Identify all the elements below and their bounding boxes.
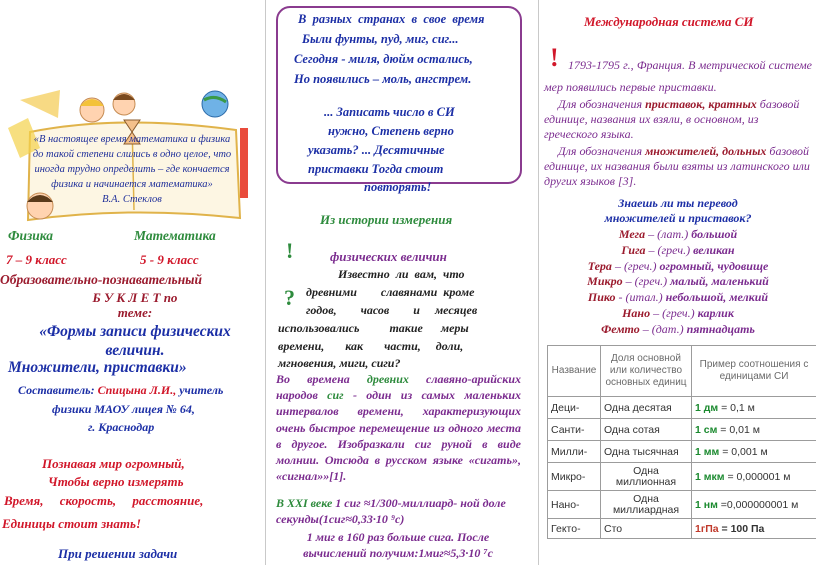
prefix-table [547,345,816,539]
translation-item: Нано – (греч.) карлик [622,305,734,320]
question-line: годов, часов и месяцев [306,303,478,317]
table-row [548,463,816,491]
mig-paragraph: 1 миг в 160 раз больше сига. После вычислений получим:1миг≈5,3·10 ⁷с [303,530,493,560]
poem-line: повторять! [364,180,432,194]
table-row [548,419,816,441]
example-cell: 1 см = 0,01 м [692,419,816,441]
question-line: мгновения, миги, сиги? [278,356,401,370]
prefix-cell: Милли- [548,441,601,463]
subject-math: Математика [134,228,216,243]
poem-line: Чтобы верно измерять [48,474,184,489]
poem-line: Время, скорость, расстояние, [4,493,204,508]
quote-author: В.А. Стеклов [102,194,162,205]
question-line: древними славянами кроме [306,285,475,299]
prefix-cell: Санти- [548,419,601,441]
booklet-cover-panel [0,0,262,565]
footer-text: При решении задачи [58,546,178,561]
prefix-cell: Деци- [548,397,601,419]
subject-physics: Физика [8,228,54,243]
example-cell: 1 нм =0,000000001 м [692,491,816,519]
column-divider [265,0,266,565]
poem-line: Но появились – моль, ангстрем. [294,72,472,86]
example-cell: 1 дм = 0,1 м [692,397,816,419]
question-mark: ? [284,285,295,310]
share-cell: Одна миллиардная [601,491,692,519]
exclaim-mark: ! [286,238,294,263]
translation-item: Микро – (греч.) малый, маленький [587,274,769,289]
poem-line: указать? ... Десятичные [308,143,445,157]
quiz-title: множителей и приставок? [604,211,752,225]
quote-text: «В настоящее время математика и физика до такой степени слились в одно целое, что иногда трудно определить – где кончается физика и начинается математика» В.А. Стеклов [32,134,232,205]
poem-line: приставки Тогда стоит [308,162,444,176]
prefix-paragraph: Для обозначения приставок, кратных базовой единице, названия их взяли, в основном, из греческого языка. [544,97,800,141]
table-header-row [548,346,816,397]
school-line: физики МАОУ лицея № 64, [52,402,195,416]
poem-line: Познавая мир огромный, [42,456,185,471]
si-title: Международная система СИ [584,14,754,29]
column-header: Доля основной или количество основных единиц [601,346,692,397]
multiplier-paragraph: Для обозначения множителей, дольных базовой единице, их названия были взяты из латинского или других языков [3]. [544,144,810,188]
prefix-cell: Гекто- [548,519,601,539]
translation-list [540,227,816,338]
question-line: Известно ли вам, что [338,267,465,281]
booklet-title-line2: Множители, приставки» [8,359,187,376]
example-cell: 1 мкм = 0,000001 м [692,463,816,491]
history-title: Из истории измерения [320,212,453,227]
table-row [548,441,816,463]
share-cell: Сто [601,519,692,539]
translation-item: Тера – (греч.) огромный, чудовище [587,258,769,273]
poem-line: Были фунты, пуд, миг, сиг... [302,32,459,46]
translation-item: Мега – (лат.) большой [618,227,738,241]
poem-line: ... Записать число в СИ [324,105,455,119]
prefix-cell: Микро- [548,463,601,491]
question-line: времени, как части, доли, [278,339,464,353]
translation-item: Фемто – (дат.) пятнадцать [601,321,755,336]
share-cell: Одна тысячная [601,441,692,463]
poem-line: В разных странах в свое время [298,12,485,26]
poem-line: Единицы стоит знать! [2,516,142,531]
sig-paragraph: Во времена древних славяно-арийских народов сиг - один из самых маленьких интервалов времени, характеризующих очень быстрое перемещение из одного места в другое. Изобразкали сиг руной в виде молнии. Отсюда в русском языке «сигать», «сигнал»»[1]. [276,372,521,484]
column-header: Пример соотношения с единицами СИ [692,346,816,397]
table-row [548,519,816,539]
share-cell: Одна миллионная [601,463,692,491]
column-header: Название [548,346,601,397]
table-row [548,397,816,419]
prefix-cell: Нано- [548,491,601,519]
translation-item: Пико - (итал.) небольшой, мелкий [587,290,769,305]
si-history-text: 1793-1795 г., Франция. В метрической системе мер появились первые приставки. [544,58,812,94]
share-cell: Одна десятая [601,397,692,419]
table-row [548,491,816,519]
grade-math: 5 - 9 класс [140,252,199,267]
column-divider [538,0,539,565]
poem-line: нужно, Степень верно [328,124,454,138]
grade-physics: 7 – 9 класс [6,252,67,267]
example-cell: 1гПа = 100 Па [692,519,816,539]
translation-item: Гига – (греч.) великан [621,242,735,257]
exclaim-mark: ! [550,43,559,72]
booklet-word: Б У К Л Е Т по [92,290,178,305]
booklet-title: «Формы записи физических величин. [39,323,231,359]
quiz-title: Знаешь ли ты перевод [618,196,738,210]
poem-line: Сегодня - миля, дюйм остались, [294,52,473,66]
author-line: Составитель: Спицына Л.И., учитель [18,383,224,397]
history-panel [268,0,536,565]
question-line: использовались такие меры [278,321,469,335]
example-cell: 1 мм = 0,001 м [692,441,816,463]
share-cell: Одна сотая [601,419,692,441]
booklet-type: Образовательно-познавательный [0,272,203,287]
history-subtitle: физических величин [330,249,447,264]
theme-word: теме: [117,305,153,320]
city-line: г. Краснодар [88,420,155,434]
xxi-paragraph: В XXI веке 1 сиг ≈1/300-миллиард- ной доле секунды(1сиг≈0,33·10 ⁹с) [276,496,506,526]
